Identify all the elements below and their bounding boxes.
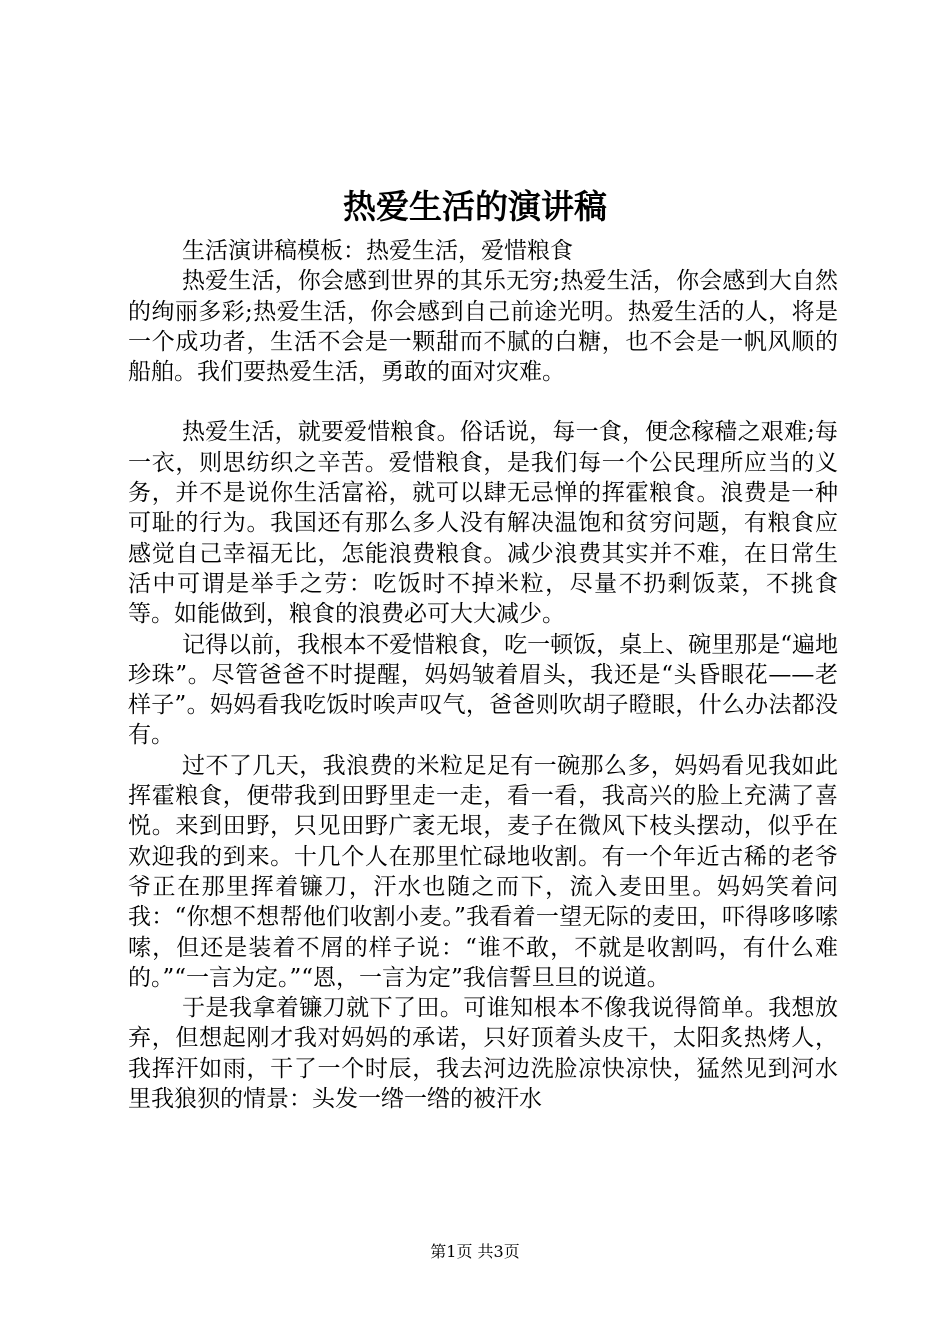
page-footer: 第1页 共3页 — [430, 1242, 520, 1261]
document-subtitle: 生活演讲稿模板：热爱生活，爱惜粮食 — [182, 238, 573, 264]
paragraph: 于是我拿着镰刀就下了田。可谁知根本不像我说得简单。我想放弃，但想起刚才我对妈妈的承诺，只好顶着头皮干，太阳炙热烤人，我挥汗如雨，干了一个时辰，我去河边洗脸凉快凉快，猛然见到河水里我狼狈的情景：头发一绺一绺的被汗水 — [128, 995, 838, 1113]
paragraph: 热爱生活，你会感到世界的其乐无穷;热爱生活，你会感到大自然的绚丽多彩;热爱生活，你会感到自己前途光明。热爱生活的人，将是一个成功者，生活不会是一颗甜而不腻的白糖，也不会是一帆风顺的船舶。我们要热爱生活，勇敢的面对灾难。 — [128, 268, 838, 386]
paragraph-gap — [128, 387, 838, 417]
document-title: 热爱生活的演讲稿 — [343, 187, 607, 226]
paragraph: 记得以前，我根本不爱惜粮食，吃一顿饭，桌上、碗里那是“遍地珍珠”。尽管爸爸不时提醒，妈妈皱着眉头，我还是“头昏眼花——老样子”。妈妈看我吃饭时唉声叹气，爸爸则吹胡子瞪眼，什么办法都没有。 — [128, 631, 838, 749]
paragraph: 过不了几天，我浪费的米粒足足有一碗那么多，妈妈看见我如此挥霍粮食，便带我到田野里走一走，看一看，我高兴的脸上充满了喜悦。来到田野，只见田野广袤无垠，麦子在微风下枝头摆动，似乎在欢迎我的到来。十几个人在那里忙碌地收割。有一个年近古稀的老爷爷正在那里挥着镰刀，汗水也随之而下，流入麦田里。妈妈笑着问我：“你想不想帮他们收割小麦。”我看着一望无际的麦田，吓得哆哆嗦嗦，但还是装着不屑的样子说：“谁不敢，不就是收割吗，有什么难的。”“一言为定。”“恩，一言为定”我信誓旦旦的说道。 — [128, 752, 838, 991]
document-body — [128, 236, 838, 1114]
paragraph: 热爱生活，就要爱惜粮食。俗话说，每一食，便念稼穑之艰难;每一衣，则思纺织之辛苦。爱惜粮食，是我们每一个公民理所应当的义务，并不是说你生活富裕，就可以肆无忌惮的挥霍粮食。浪费是一种可耻的行为。我国还有那么多人没有解决温饱和贫穷问题，有粮食应感觉自己幸福无比，怎能浪费粮食。减少浪费其实并不难，在日常生活中可谓是举手之劳：吃饭时不掉米粒，尽量不扔剩饭菜，不挑食等。如能做到，粮食的浪费必可大大减少。 — [128, 419, 838, 628]
